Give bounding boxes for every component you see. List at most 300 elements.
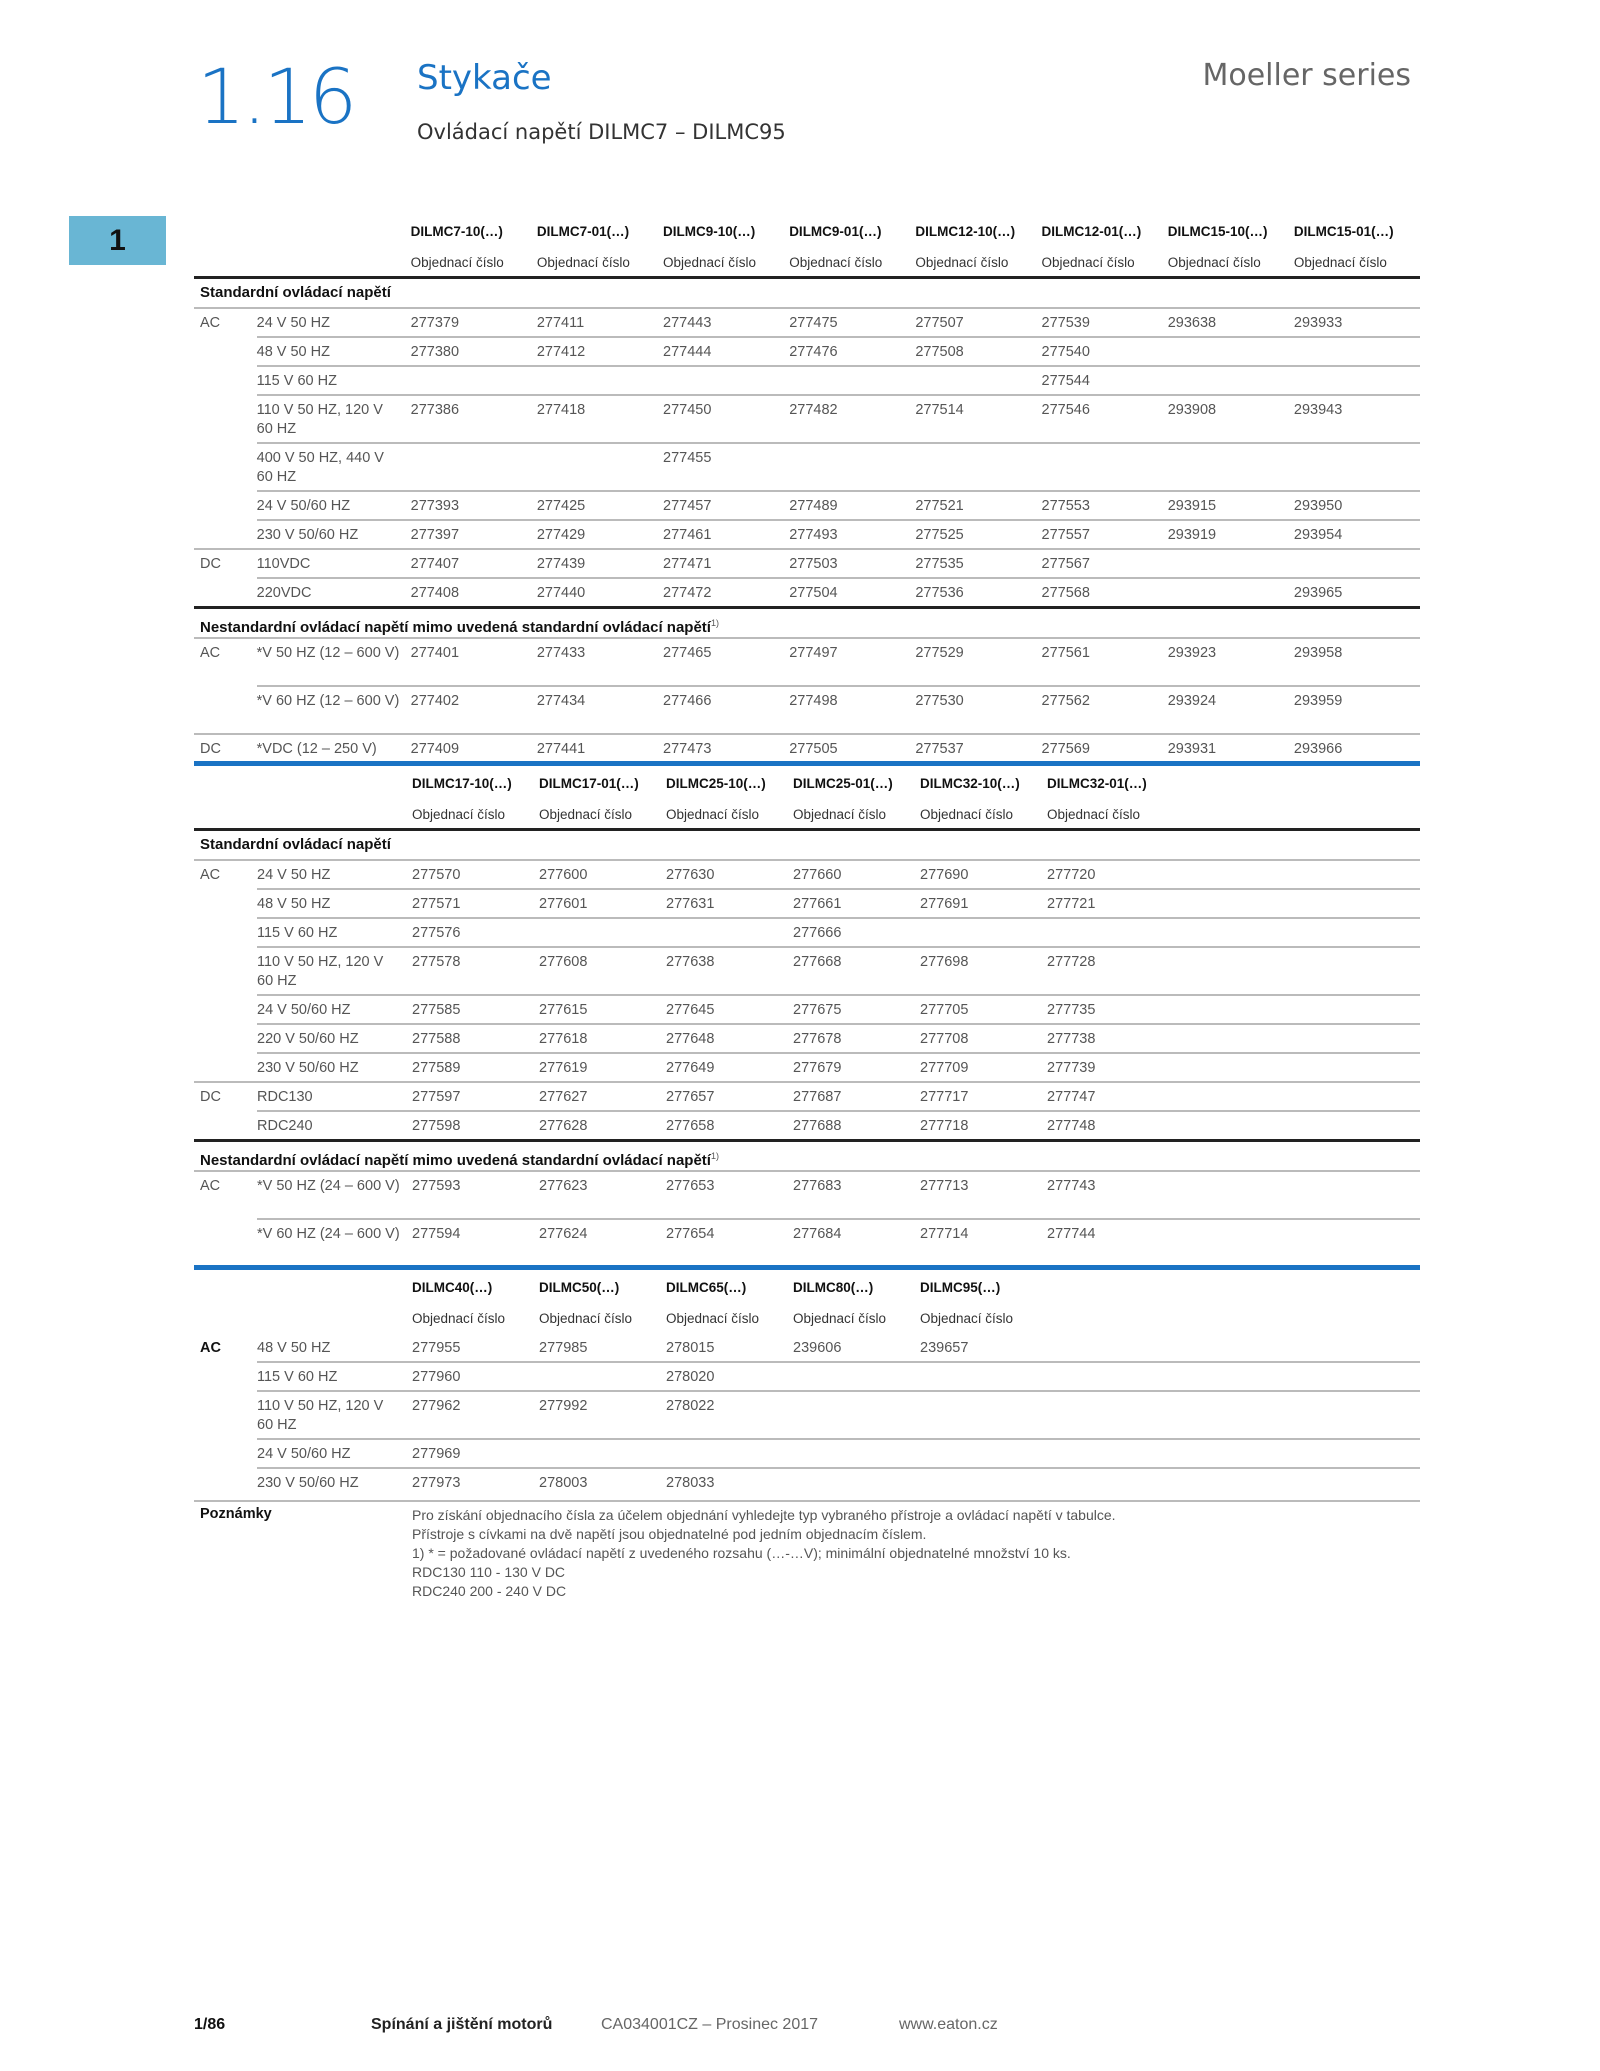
order-number: 277562 <box>1041 693 1090 709</box>
row-divider <box>257 994 1420 996</box>
order-number <box>1168 577 1294 606</box>
row-divider <box>194 637 1420 639</box>
order-number: 277540 <box>1041 344 1090 360</box>
order-number <box>793 1361 920 1390</box>
order-number: 277505 <box>789 741 838 757</box>
table-row <box>194 1170 1420 1218</box>
order-number: 277714 <box>920 1226 969 1242</box>
order-number: 277576 <box>412 925 461 941</box>
order-number: 277482 <box>789 402 838 418</box>
order-number <box>1294 442 1420 490</box>
row-divider <box>257 490 1420 492</box>
control-voltage: 110 V 50 HZ, 120 V 60 HZ <box>256 402 383 437</box>
order-number: 277624 <box>539 1226 588 1242</box>
order-number: 277691 <box>920 896 969 912</box>
order-number: 277698 <box>920 954 969 970</box>
header-spacer <box>257 1301 412 1332</box>
table-row <box>194 1218 1420 1266</box>
order-number <box>920 917 1047 946</box>
chapter-number: 1.16 <box>197 52 355 141</box>
order-number: 277473 <box>663 741 712 757</box>
order-number: 277429 <box>536 527 586 543</box>
order-number: 293924 <box>1167 693 1217 709</box>
control-voltage: 400 V 50 HZ, 440 V 60 HZ <box>256 450 384 485</box>
row-divider <box>257 685 1420 687</box>
order-number: 277660 <box>793 867 842 883</box>
column-header: DILMC17-01(…) <box>539 776 639 791</box>
header-spacer <box>257 797 412 828</box>
column-header: DILMC80(…) <box>793 1280 874 1295</box>
order-number <box>1168 336 1294 365</box>
header-spacer <box>194 214 257 245</box>
header-spacer <box>194 797 257 828</box>
order-number: 277472 <box>663 585 712 601</box>
order-number <box>920 1390 1047 1438</box>
table-row <box>194 1110 1420 1139</box>
order-number <box>666 1438 793 1467</box>
table-row <box>194 733 1420 762</box>
order-number: 277683 <box>793 1178 842 1194</box>
order-number: 277717 <box>920 1089 969 1105</box>
order-number: 278015 <box>666 1340 715 1356</box>
order-number <box>1047 917 1174 946</box>
table-row <box>194 1081 1420 1110</box>
order-number: 277718 <box>920 1118 969 1134</box>
order-number: 277973 <box>412 1475 461 1491</box>
table-row <box>194 336 1420 365</box>
current-type <box>194 994 257 1023</box>
control-voltage: 115 V 60 HZ <box>256 373 337 389</box>
row-divider <box>257 1361 1420 1363</box>
order-number: 277690 <box>920 867 969 883</box>
order-number: 293919 <box>1167 527 1217 543</box>
section-title <box>194 609 1420 637</box>
order-number: 277666 <box>793 925 842 941</box>
row-divider <box>257 336 1420 338</box>
order-number: 277471 <box>663 556 712 572</box>
note-line: Pro získání objednacího čísla za účelem objednání vyhledejte typ vybraného přístroje a ovládací napětí v tabulce. <box>412 1507 1116 1523</box>
column-header: DILMC12-01(…) <box>1041 224 1142 239</box>
order-number: 277628 <box>539 1118 588 1134</box>
order-number: 277675 <box>793 1002 842 1018</box>
control-voltage: 24 V 50/60 HZ <box>257 1446 351 1462</box>
order-number: 278022 <box>666 1398 715 1414</box>
order-number: 277455 <box>663 450 712 466</box>
section-title <box>194 279 1420 307</box>
order-number-label: Objednací číslo <box>539 807 633 822</box>
row-divider <box>257 1467 1420 1469</box>
control-voltage: 48 V 50 HZ <box>257 1340 331 1356</box>
order-number: 277497 <box>789 645 838 661</box>
order-number <box>411 365 537 394</box>
row-divider <box>257 519 1420 521</box>
table-row <box>194 442 1420 490</box>
order-number: 277411 <box>536 315 585 331</box>
order-number: 277720 <box>1047 867 1096 883</box>
control-voltage: 48 V 50 HZ <box>256 344 330 360</box>
order-number: 277630 <box>666 867 715 883</box>
notes-divider <box>194 1500 1420 1502</box>
order-number: 293908 <box>1167 402 1217 418</box>
order-number: 277678 <box>793 1031 842 1047</box>
order-number-label: Objednací číslo <box>915 255 1009 270</box>
control-voltage: 48 V 50 HZ <box>257 896 331 912</box>
order-number: 277658 <box>666 1118 715 1134</box>
order-number: 277561 <box>1041 645 1090 661</box>
column-subheader-row <box>194 245 1420 276</box>
column-header: DILMC65(…) <box>666 1280 747 1295</box>
order-number <box>915 442 1041 490</box>
table-row <box>194 1023 1420 1052</box>
control-voltage: 220VDC <box>256 585 312 601</box>
order-number: 277728 <box>1047 954 1096 970</box>
row-divider <box>194 307 1420 309</box>
order-number: 277601 <box>539 896 588 912</box>
header-spacer <box>257 214 411 245</box>
order-number <box>411 442 537 490</box>
current-type <box>194 1023 257 1052</box>
order-number: 277444 <box>663 344 712 360</box>
order-number <box>915 365 1041 394</box>
order-number <box>539 1438 666 1467</box>
table-row <box>194 946 1420 994</box>
note-line: RDC240 200 - 240 V DC <box>412 1583 567 1599</box>
order-number <box>789 365 915 394</box>
order-number: 277567 <box>1041 556 1090 572</box>
control-voltage: RDC240 <box>257 1118 313 1134</box>
order-number: 277402 <box>410 693 460 709</box>
order-number: 239606 <box>793 1340 842 1356</box>
order-number <box>789 442 915 490</box>
section-title-text: Standardní ovládací napětí <box>200 284 391 301</box>
column-header: DILMC95(…) <box>920 1280 1001 1295</box>
control-voltage: 230 V 50/60 HZ <box>257 1475 359 1491</box>
table-row <box>194 577 1420 606</box>
current-type <box>194 442 257 490</box>
order-number: 277443 <box>663 315 712 331</box>
order-number: 293959 <box>1293 693 1343 709</box>
table-row <box>194 519 1420 548</box>
order-number: 277721 <box>1047 896 1096 912</box>
order-number: 277465 <box>663 645 712 661</box>
order-number: 277645 <box>666 1002 715 1018</box>
current-type <box>194 1390 257 1438</box>
order-number: 277649 <box>666 1060 715 1076</box>
order-number: 277969 <box>412 1446 461 1462</box>
control-voltage: *V 50 HZ (12 – 600 V) <box>256 645 400 661</box>
footnote-marker: 1) <box>710 1151 719 1161</box>
header-spacer <box>257 245 411 276</box>
order-number: 277623 <box>539 1178 588 1194</box>
column-header: DILMC40(…) <box>412 1280 493 1295</box>
order-number <box>539 1361 666 1390</box>
order-number-label: Objednací číslo <box>1293 255 1387 270</box>
header-spacer <box>194 1270 257 1301</box>
row-divider <box>257 1023 1420 1025</box>
order-number: 277688 <box>793 1118 842 1134</box>
order-number: 277657 <box>666 1089 715 1105</box>
table-row <box>194 859 1420 888</box>
order-number: 277489 <box>789 498 838 514</box>
row-divider <box>257 1390 1420 1392</box>
order-number: 277401 <box>410 645 460 661</box>
order-number-label: Objednací číslo <box>666 1311 760 1326</box>
order-number: 277439 <box>536 556 586 572</box>
current-type <box>194 336 257 365</box>
order-number: 277679 <box>793 1060 842 1076</box>
order-number: 277743 <box>1047 1178 1096 1194</box>
control-voltage: 230 V 50/60 HZ <box>257 1060 359 1076</box>
order-number-label: Objednací číslo <box>920 807 1014 822</box>
row-divider <box>194 1081 1420 1083</box>
current-type <box>194 888 257 917</box>
header-spacer <box>194 766 257 797</box>
order-number: 277544 <box>1041 373 1090 389</box>
order-number-label: Objednací číslo <box>412 1311 506 1326</box>
footer-page-number: 1/86 <box>194 2016 226 2033</box>
column-header: DILMC7-10(…) <box>410 224 503 239</box>
page-subtitle: Ovládací napětí DILMC7 – DILMC95 <box>417 120 786 144</box>
table-row <box>194 1467 1420 1496</box>
order-number: 293933 <box>1293 315 1343 331</box>
section-title-text: Nestandardní ovládací napětí mimo uvedená standardní ovládací napětí <box>200 619 711 636</box>
current-type <box>194 1467 257 1496</box>
order-number: 277588 <box>412 1031 461 1047</box>
order-number: 293950 <box>1293 498 1343 514</box>
control-voltage: *V 50 HZ (24 – 600 V) <box>257 1178 400 1194</box>
order-number: 277668 <box>793 954 842 970</box>
order-number: 277397 <box>410 527 460 543</box>
order-number <box>1168 442 1294 490</box>
order-number <box>537 442 663 490</box>
order-number <box>1168 365 1294 394</box>
section-title <box>194 1142 1420 1170</box>
current-type <box>194 917 257 946</box>
order-number: 277684 <box>793 1226 842 1242</box>
order-number: 277553 <box>1041 498 1090 514</box>
current-type <box>194 1438 257 1467</box>
note-line: 1) * = požadované ovládací napětí z uvedeného rozsahu (…-…V); minimální objednatelné množství 10 ks. <box>412 1545 1071 1561</box>
order-number: 277434 <box>536 693 586 709</box>
order-number: 277525 <box>915 527 964 543</box>
order-number: 277433 <box>536 645 586 661</box>
order-number: 277589 <box>412 1060 461 1076</box>
order-number: 277466 <box>663 693 712 709</box>
order-number: 277962 <box>412 1398 461 1414</box>
control-voltage: 115 V 60 HZ <box>257 1369 338 1385</box>
current-type: AC <box>200 1178 221 1194</box>
current-type <box>194 1052 257 1081</box>
control-voltage: 110 V 50 HZ, 120 V 60 HZ <box>257 954 384 989</box>
table-row <box>194 1052 1420 1081</box>
order-number-label: Objednací číslo <box>1047 807 1141 822</box>
footer-website[interactable]: www.eaton.cz <box>899 2016 998 2033</box>
table-row <box>194 490 1420 519</box>
chapter-tab[interactable]: 1 <box>69 216 166 265</box>
order-number: 277409 <box>410 741 460 757</box>
order-number <box>663 365 789 394</box>
footer-document: CA034001CZ – Prosinec 2017 <box>601 2016 819 2033</box>
order-number: 293958 <box>1293 645 1343 661</box>
order-number <box>793 1467 920 1496</box>
row-divider <box>194 733 1420 735</box>
order-number <box>920 1467 1047 1496</box>
column-header: DILMC7-01(…) <box>536 224 630 239</box>
current-type <box>194 519 257 548</box>
table-row <box>194 637 1420 685</box>
order-number-label: Objednací číslo <box>920 1311 1014 1326</box>
column-header: DILMC9-01(…) <box>789 224 882 239</box>
header-spacer <box>194 1301 257 1332</box>
order-number: 277379 <box>410 315 460 331</box>
order-number: 277638 <box>666 954 715 970</box>
order-number <box>539 917 666 946</box>
control-voltage: 110 V 50 HZ, 120 V 60 HZ <box>257 1398 384 1433</box>
order-number: 278020 <box>666 1369 715 1385</box>
order-number: 277393 <box>410 498 460 514</box>
control-voltage: 24 V 50/60 HZ <box>257 1002 351 1018</box>
current-type <box>194 490 257 519</box>
column-header: DILMC9-10(…) <box>663 224 756 239</box>
order-number: 277504 <box>789 585 838 601</box>
table-row <box>194 888 1420 917</box>
order-number: 277739 <box>1047 1060 1096 1076</box>
order-number: 277608 <box>539 954 588 970</box>
order-number: 277440 <box>536 585 586 601</box>
order-number: 293931 <box>1167 741 1217 757</box>
order-number: 277618 <box>539 1031 588 1047</box>
row-divider <box>257 442 1420 444</box>
order-number: 277594 <box>412 1226 461 1242</box>
order-number: 277735 <box>1047 1002 1096 1018</box>
current-type: AC <box>200 867 221 883</box>
order-number <box>793 1438 920 1467</box>
order-number <box>1168 548 1294 577</box>
table-row <box>194 1361 1420 1390</box>
order-number: 277955 <box>412 1340 461 1356</box>
current-type: DC <box>200 1089 221 1105</box>
table-row <box>194 1390 1420 1438</box>
order-number-label: Objednací číslo <box>539 1311 633 1326</box>
control-voltage: 110VDC <box>256 556 311 572</box>
order-number: 277503 <box>789 556 838 572</box>
row-divider <box>257 917 1420 919</box>
order-number: 277705 <box>920 1002 969 1018</box>
order-number <box>1294 365 1420 394</box>
order-number-label: Objednací číslo <box>793 807 887 822</box>
series-label: Moeller series <box>1202 58 1411 93</box>
table-row <box>194 1438 1420 1467</box>
footnote-marker: 1) <box>710 618 719 628</box>
current-type: AC <box>200 645 221 661</box>
section-title-text: Nestandardní ovládací napětí mimo uvedená standardní ovládací napětí <box>200 1152 711 1169</box>
order-number: 277475 <box>789 315 838 331</box>
row-divider <box>257 1438 1420 1440</box>
order-number: 277412 <box>536 344 586 360</box>
section-title-text: Standardní ovládací napětí <box>200 836 391 853</box>
current-type <box>194 394 257 442</box>
control-voltage: 24 V 50 HZ <box>257 867 331 883</box>
row-divider <box>257 1052 1420 1054</box>
control-voltage: *V 60 HZ (24 – 600 V) <box>257 1226 400 1242</box>
current-type <box>194 1361 257 1390</box>
order-number: 277408 <box>410 585 460 601</box>
table-row <box>194 307 1420 336</box>
order-number: 277476 <box>789 344 838 360</box>
row-divider <box>257 888 1420 890</box>
order-number: 277619 <box>539 1060 588 1076</box>
order-number <box>1294 548 1420 577</box>
order-number: 277418 <box>536 402 586 418</box>
order-number: 277535 <box>915 556 964 572</box>
section-title <box>194 831 1420 859</box>
current-type: AC <box>200 315 221 331</box>
order-number-label: Objednací číslo <box>793 1311 887 1326</box>
order-number: 277960 <box>412 1369 461 1385</box>
page-title: Stykače <box>417 58 552 98</box>
control-voltage: 115 V 60 HZ <box>257 925 338 941</box>
row-divider <box>194 1170 1420 1172</box>
order-number: 277585 <box>412 1002 461 1018</box>
order-number: 277708 <box>920 1031 969 1047</box>
order-number <box>666 917 793 946</box>
order-number: 277521 <box>915 498 964 514</box>
order-number: 277493 <box>789 527 838 543</box>
order-number: 277536 <box>915 585 964 601</box>
order-number-label: Objednací číslo <box>663 255 757 270</box>
control-voltage: 24 V 50/60 HZ <box>256 498 351 514</box>
control-voltage: RDC130 <box>257 1089 313 1105</box>
order-number: 277744 <box>1047 1226 1096 1242</box>
notes-label: Poznámky <box>200 1506 272 1522</box>
table-row <box>194 365 1420 394</box>
order-number-label: Objednací číslo <box>412 807 506 822</box>
column-header-row <box>194 766 1420 797</box>
column-header: DILMC15-10(…) <box>1167 224 1268 239</box>
order-number: 277457 <box>663 498 712 514</box>
order-number: 277441 <box>536 741 586 757</box>
order-number-label: Objednací číslo <box>666 807 760 822</box>
column-header: DILMC25-01(…) <box>793 776 893 791</box>
control-voltage: 230 V 50/60 HZ <box>256 527 359 543</box>
header-spacer <box>257 766 412 797</box>
order-number: 277507 <box>915 315 964 331</box>
order-number: 293915 <box>1167 498 1217 514</box>
order-number: 277557 <box>1041 527 1090 543</box>
order-number: 277709 <box>920 1060 969 1076</box>
current-type: DC <box>200 556 221 572</box>
order-number: 293954 <box>1293 527 1343 543</box>
note-line: RDC130 110 - 130 V DC <box>412 1564 566 1580</box>
row-divider <box>194 548 1420 550</box>
row-divider <box>257 1110 1420 1112</box>
order-number: 277687 <box>793 1089 842 1105</box>
order-number: 278003 <box>539 1475 588 1491</box>
order-number-label: Objednací číslo <box>536 255 630 270</box>
table-row <box>194 548 1420 577</box>
order-number <box>793 1390 920 1438</box>
notes-text <box>412 1500 1116 1601</box>
order-number: 277738 <box>1047 1031 1096 1047</box>
order-number: 277380 <box>410 344 460 360</box>
order-number: 277578 <box>412 954 461 970</box>
row-divider <box>194 859 1420 861</box>
order-number: 277593 <box>412 1178 461 1194</box>
control-voltage: 24 V 50 HZ <box>256 315 330 331</box>
table-row <box>194 685 1420 733</box>
column-subheader-row <box>194 797 1420 828</box>
order-number <box>920 1438 1047 1467</box>
